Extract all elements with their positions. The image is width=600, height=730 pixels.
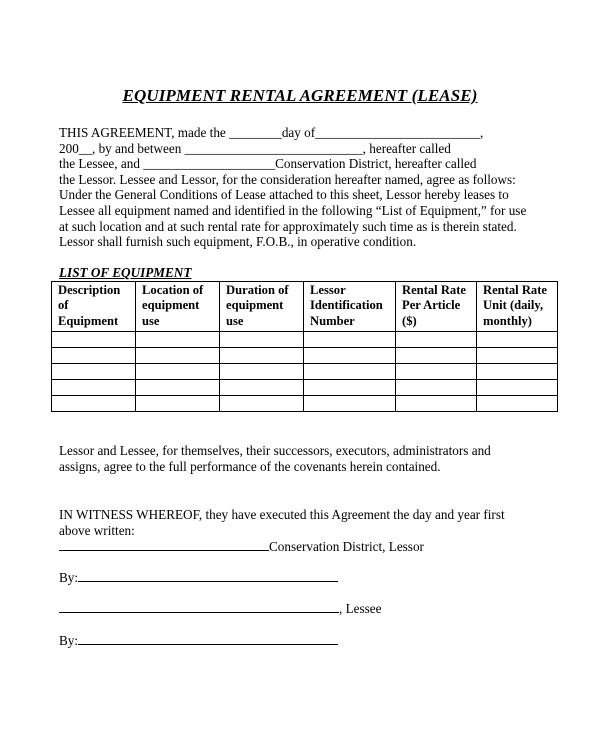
intro-line: at such location and at such rental rate for approximately such time as is therein stated. bbox=[59, 218, 517, 234]
equipment-table-cell[interactable] bbox=[52, 380, 136, 396]
equipment-table-row bbox=[52, 396, 558, 412]
equipment-table-cell[interactable] bbox=[396, 348, 477, 364]
lessor-by-line bbox=[59, 569, 338, 586]
equipment-table-cell[interactable] bbox=[136, 332, 220, 348]
equipment-table-body bbox=[52, 332, 558, 412]
lessee-signature-line bbox=[59, 600, 381, 617]
equipment-table-cell[interactable] bbox=[52, 348, 136, 364]
equipment-table-cell[interactable] bbox=[477, 396, 558, 412]
equipment-table-cell[interactable] bbox=[220, 348, 304, 364]
witness-paragraph bbox=[59, 507, 559, 538]
equipment-table-cell[interactable] bbox=[136, 348, 220, 364]
equipment-table bbox=[51, 281, 558, 412]
intro-line: THIS AGREEMENT, made the ________day of_________________________, bbox=[59, 125, 484, 140]
intro-line: the Lessor. Lessee and Lessor, for the consideration hereafter named, agree as follows: bbox=[59, 171, 516, 187]
equipment-table-cell[interactable] bbox=[396, 380, 477, 396]
equipment-table-cell[interactable] bbox=[136, 380, 220, 396]
equipment-table-row bbox=[52, 380, 558, 396]
equipment-table-cell[interactable] bbox=[304, 380, 396, 396]
equipment-table-cell[interactable] bbox=[396, 396, 477, 412]
lessee-suffix: , Lessee bbox=[339, 601, 382, 616]
equipment-table-cell[interactable] bbox=[304, 396, 396, 412]
equipment-table-cell[interactable] bbox=[396, 364, 477, 380]
intro-line: 200__, by and between ___________________________, hereafter called bbox=[59, 140, 451, 156]
equipment-table-cell[interactable] bbox=[477, 380, 558, 396]
equipment-table-cell[interactable] bbox=[136, 364, 220, 380]
header-rate-per-article: Rental Rate Per Article ($) bbox=[396, 282, 477, 332]
equipment-table-cell[interactable] bbox=[220, 364, 304, 380]
equipment-table-header-row bbox=[52, 282, 558, 332]
covenant-line: Lessor and Lessee, for themselves, their successors, executors, administrators and bbox=[59, 443, 491, 458]
header-identification: Lessor Identification Number bbox=[304, 282, 396, 332]
lessor-by-label: By: bbox=[59, 570, 79, 585]
header-duration: Duration of equipment use bbox=[220, 282, 304, 332]
equipment-table-cell[interactable] bbox=[304, 364, 396, 380]
equipment-table-row bbox=[52, 332, 558, 348]
equipment-table-cell[interactable] bbox=[220, 380, 304, 396]
equipment-table-cell[interactable] bbox=[52, 364, 136, 380]
equipment-table-cell[interactable] bbox=[220, 332, 304, 348]
document-title: EQUIPMENT RENTAL AGREEMENT (LEASE) bbox=[122, 86, 478, 105]
intro-line: Lessor shall furnish such equipment, F.O.B., in operative condition. bbox=[59, 234, 417, 250]
witness-line: IN WITNESS WHEREOF, they have executed this Agreement the day and year first bbox=[59, 507, 505, 522]
lessee-by-line bbox=[59, 632, 338, 649]
lessor-by-blank[interactable] bbox=[78, 569, 338, 582]
equipment-table-cell[interactable] bbox=[52, 396, 136, 412]
equipment-table-cell[interactable] bbox=[477, 348, 558, 364]
equipment-table-cell[interactable] bbox=[136, 396, 220, 412]
intro-line: Lessee all equipment named and identified in the following “List of Equipment,” for use bbox=[59, 202, 527, 218]
equipment-table-cell[interactable] bbox=[220, 396, 304, 412]
lessor-name-blank[interactable] bbox=[59, 538, 269, 551]
equipment-table-cell[interactable] bbox=[477, 364, 558, 380]
intro-paragraph bbox=[59, 125, 559, 250]
equipment-table-cell[interactable] bbox=[304, 348, 396, 364]
intro-line: Under the General Conditions of Lease attached to this sheet, Lessor hereby leases to bbox=[59, 187, 509, 203]
header-location: Location of equipment use bbox=[136, 282, 220, 332]
equipment-list-title: LIST OF EQUIPMENT bbox=[59, 265, 192, 280]
lessor-signature-line bbox=[59, 538, 424, 555]
equipment-table-cell[interactable] bbox=[304, 332, 396, 348]
equipment-table-row bbox=[52, 348, 558, 364]
lessee-name-blank[interactable] bbox=[59, 600, 339, 613]
equipment-table-cell[interactable] bbox=[396, 332, 477, 348]
covenant-paragraph bbox=[59, 443, 559, 474]
equipment-table-row bbox=[52, 364, 558, 380]
lessee-by-label: By: bbox=[59, 633, 79, 648]
equipment-table-cell[interactable] bbox=[52, 332, 136, 348]
lessor-suffix: Conservation District, Lessor bbox=[269, 539, 424, 554]
witness-line: above written: bbox=[59, 522, 135, 538]
equipment-table-cell[interactable] bbox=[477, 332, 558, 348]
intro-line: the Lessee, and ____________________Conservation District, hereafter called bbox=[59, 156, 477, 172]
header-rate-unit: Rental Rate Unit (daily, monthly) bbox=[477, 282, 558, 332]
header-description: Description of Equipment bbox=[52, 282, 136, 332]
covenant-line: assigns, agree to the full performance of the covenants herein contained. bbox=[59, 458, 441, 474]
lessee-by-blank[interactable] bbox=[78, 632, 338, 645]
